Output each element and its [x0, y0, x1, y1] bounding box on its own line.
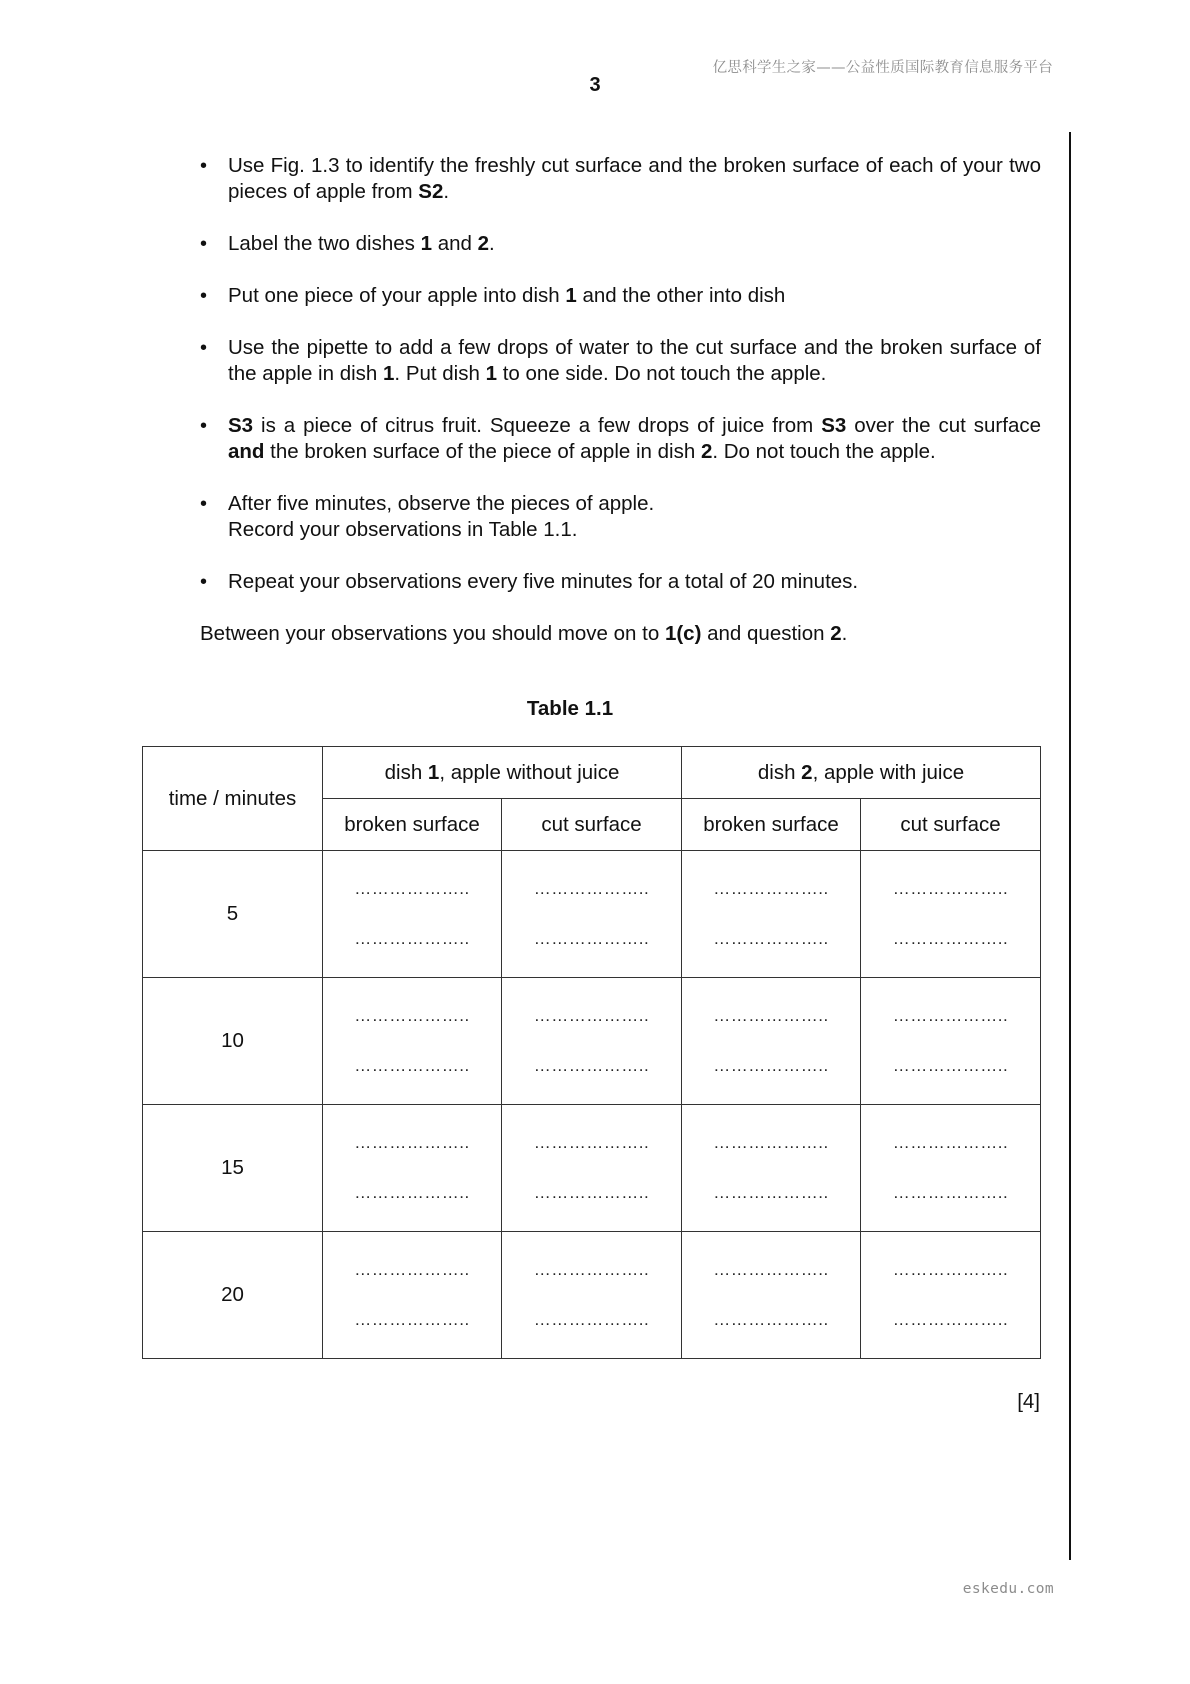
instruction-item — [200, 231, 1041, 257]
instruction-text: . Put dish — [394, 362, 486, 385]
table-row — [143, 1105, 1041, 1232]
bullet-icon: • — [200, 285, 208, 307]
answer-line[interactable]: ……………….. — [713, 1056, 829, 1075]
bullet-icon: • — [200, 337, 208, 359]
observation-cell[interactable] — [502, 1105, 682, 1232]
observation-cell[interactable] — [861, 851, 1041, 978]
between-text: 2 — [830, 622, 842, 645]
subheader-broken-surface: broken surface — [323, 799, 502, 851]
between-text: Between your observations you should move on to — [200, 622, 665, 645]
dish1-header: dish 1, apple without juice — [323, 747, 682, 799]
instruction-text: 1 — [420, 232, 433, 255]
instruction-text: 1 — [485, 362, 497, 385]
watermark-bottom: eskedu.com — [962, 1581, 1054, 1597]
instruction-text: and — [228, 440, 265, 463]
answer-line[interactable]: ……………….. — [713, 1260, 829, 1279]
instruction-text: the broken surface of the piece of apple in dish — [264, 440, 701, 463]
instruction-item — [200, 413, 1041, 465]
answer-line[interactable]: ……………….. — [354, 1183, 470, 1202]
answer-line[interactable]: ……………….. — [533, 1006, 650, 1025]
bullet-icon: • — [200, 571, 208, 593]
observation-cell[interactable] — [682, 978, 861, 1105]
instruction-item — [200, 335, 1041, 387]
answer-line[interactable]: ……………….. — [354, 1006, 470, 1025]
observation-cell[interactable] — [323, 1105, 502, 1232]
instruction-text: S3 — [821, 414, 847, 437]
instruction-text: 2 — [700, 440, 713, 463]
answer-line[interactable]: ……………….. — [354, 929, 470, 948]
time-cell: 15 — [143, 1105, 323, 1232]
answer-line[interactable]: ……………….. — [533, 1133, 650, 1152]
time-cell: 20 — [143, 1232, 323, 1359]
answer-line[interactable]: ……………….. — [713, 929, 829, 948]
answer-line[interactable]: ……………….. — [713, 1133, 829, 1152]
answer-line[interactable]: ……………….. — [713, 1310, 829, 1329]
instruction-text: Use the pipette to add a few drops of water to the cut surface and the broken surface of the apple in dish — [228, 336, 1041, 385]
observation-cell[interactable] — [682, 1105, 861, 1232]
answer-line[interactable]: ……………….. — [533, 929, 650, 948]
answer-line[interactable]: ……………….. — [892, 1260, 1009, 1279]
observation-cell[interactable] — [861, 1232, 1041, 1359]
observation-cell[interactable] — [323, 851, 502, 978]
answer-line[interactable]: ……………….. — [892, 1006, 1009, 1025]
marks: [4] — [1017, 1390, 1040, 1413]
dish2-header: dish 2, apple with juice — [682, 747, 1041, 799]
observation-cell[interactable] — [323, 1232, 502, 1359]
answer-line[interactable]: ……………….. — [354, 1260, 470, 1279]
bullet-icon: • — [200, 155, 208, 177]
instruction-text: 1 — [383, 362, 395, 385]
between-note — [200, 621, 1041, 647]
observation-cell[interactable] — [502, 1232, 682, 1359]
instruction-text: and the other into dish — [576, 284, 786, 307]
instruction-text: is a piece of citrus fruit. Squeeze a few drops of juice from — [253, 414, 822, 437]
observation-table — [142, 746, 1041, 1359]
answer-line[interactable]: ……………….. — [533, 1183, 650, 1202]
instruction-text: to one side. Do not touch the apple. — [497, 362, 827, 385]
instruction-text: 2 — [477, 232, 490, 255]
answer-line[interactable]: ……………….. — [892, 1310, 1009, 1329]
table-title: Table 1.1 — [526, 697, 614, 720]
answer-line[interactable]: ……………….. — [892, 1056, 1009, 1075]
instruction-text: 1 — [565, 284, 577, 307]
answer-line[interactable]: ……………….. — [533, 879, 650, 898]
bullet-icon: • — [200, 233, 208, 255]
instruction-line: Record your observations in Table 1.1. — [228, 518, 578, 541]
answer-line[interactable]: ……………….. — [892, 1133, 1009, 1152]
answer-line[interactable]: ……………….. — [354, 1310, 470, 1329]
instruction-text: and — [432, 232, 478, 255]
answer-line[interactable]: ……………….. — [892, 929, 1009, 948]
instruction-item — [200, 283, 1041, 309]
instructions — [200, 153, 1041, 647]
instruction-text: Repeat your observations every five minutes for a total of 20 minutes. — [228, 570, 859, 593]
time-cell: 5 — [143, 851, 323, 978]
instruction-text: Use Fig. 1.3 to identify the freshly cut surface and the broken surface of each of your two pieces of apple from — [228, 154, 1041, 203]
answer-line[interactable]: ……………….. — [533, 1310, 650, 1329]
between-text: 1(c) — [664, 622, 702, 645]
answer-line[interactable]: ……………….. — [354, 1056, 470, 1075]
answer-line[interactable]: ……………….. — [713, 1006, 829, 1025]
answer-line[interactable]: ……………….. — [713, 1183, 829, 1202]
instruction-item — [200, 153, 1041, 205]
instruction-item — [200, 569, 1041, 595]
between-text: . — [841, 622, 848, 645]
instruction-text: S2 — [418, 180, 444, 203]
subheader-cut-surface: cut surface — [502, 799, 682, 851]
observation-cell[interactable] — [861, 978, 1041, 1105]
subheader-cut-surface: cut surface — [861, 799, 1041, 851]
table-row — [143, 1232, 1041, 1359]
answer-line[interactable]: ……………….. — [354, 1133, 470, 1152]
subheader-broken-surface: broken surface — [682, 799, 861, 851]
bullet-icon: • — [200, 493, 208, 515]
answer-line[interactable]: ……………….. — [354, 879, 470, 898]
answer-line[interactable]: ……………….. — [892, 879, 1009, 898]
between-text: and question — [701, 622, 831, 645]
instruction-line: After five minutes, observe the pieces of apple. — [228, 492, 655, 515]
instruction-text: over the cut surface — [846, 414, 1041, 437]
watermark-top: 亿思科学生之家——公益性质国际教育信息服务平台 — [712, 60, 1053, 76]
instruction-text: Label the two dishes — [228, 232, 421, 255]
instruction-item — [200, 491, 1041, 543]
instruction-text: Put one piece of your apple into dish — [228, 284, 566, 307]
table-row — [143, 978, 1041, 1105]
instruction-list — [200, 153, 1041, 595]
instruction-text: . — [443, 180, 450, 203]
right-margin-rule — [1069, 132, 1071, 1560]
time-header: time / minutes — [143, 747, 323, 851]
observation-cell[interactable] — [502, 978, 682, 1105]
page-number: 3 — [589, 74, 601, 96]
answer-line[interactable]: ……………….. — [892, 1183, 1009, 1202]
instruction-text: . Do not touch the apple. — [712, 440, 936, 463]
instruction-text: . — [489, 232, 495, 255]
answer-line[interactable]: ……………….. — [533, 1260, 650, 1279]
observation-cell[interactable] — [861, 1105, 1041, 1232]
instruction-text: S3 — [228, 414, 254, 437]
bullet-icon: • — [200, 415, 208, 437]
answer-line[interactable]: ……………….. — [713, 879, 829, 898]
answer-line[interactable]: ……………….. — [533, 1056, 650, 1075]
time-cell: 10 — [143, 978, 323, 1105]
table-row — [143, 851, 1041, 978]
observation-cell[interactable] — [682, 851, 861, 978]
observation-cell[interactable] — [323, 978, 502, 1105]
observation-cell[interactable] — [502, 851, 682, 978]
observation-cell[interactable] — [682, 1232, 861, 1359]
